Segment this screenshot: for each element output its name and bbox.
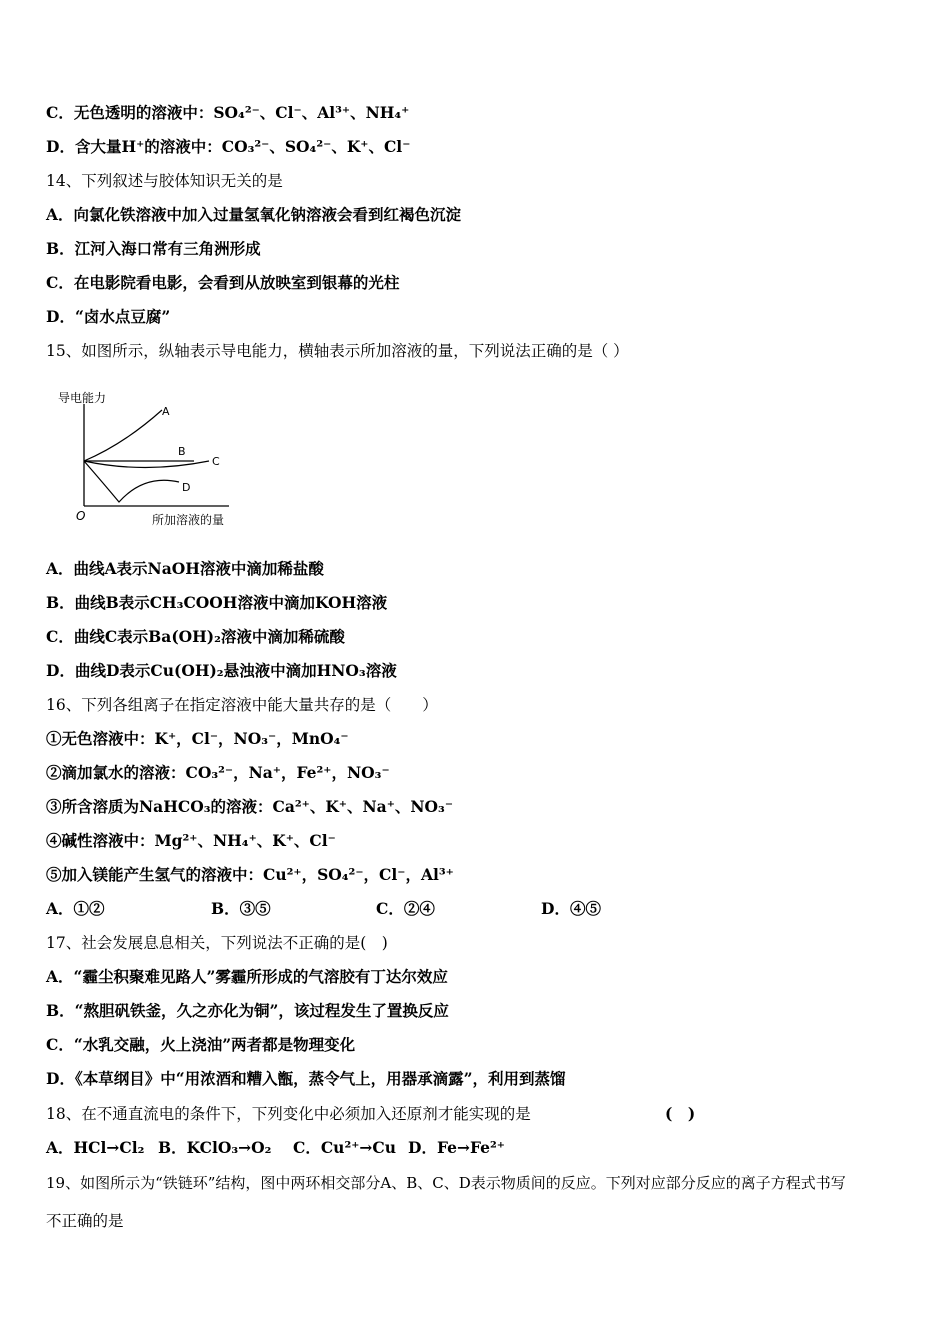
- q15-option-b: B．曲线B表示CH₃COOH溶液中滴加KOH溶液: [46, 593, 388, 612]
- q16-options: [46, 899, 601, 919]
- q15-option-c: C．曲线C表示Ba(OH)₂溶液中滴加稀硫酸: [46, 627, 345, 646]
- q18-answer-paren: ( ): [665, 1104, 696, 1123]
- q19-stem-line-1: 19、如图所示为“铁链环”结构，图中两环相交部分A、B、C、D表示物质间的反应。下列对应部分反应的离子方程式书写: [46, 1174, 846, 1192]
- curve-a-label: A: [162, 405, 170, 418]
- origin-label: O: [76, 509, 86, 523]
- q17-option-d: D．《本草纲目》中“用浓酒和糟入甑，蒸令气上，用器承滴露”，利用到蒸馏: [46, 1069, 566, 1088]
- q17-option-c: C．“水乳交融，火上浇油”两者都是物理变化: [46, 1035, 356, 1054]
- q14-stem: 14、下列叙述与胶体知识无关的是: [46, 172, 283, 190]
- q17-stem: 17、社会发展息息相关，下列说法不正确的是( ): [46, 934, 388, 952]
- q13-option-d: D．含大量H⁺的溶液中：CO₃²⁻、SO₄²⁻、K⁺、Cl⁻: [46, 137, 411, 156]
- q14-option-c: C．在电影院看电影，会看到从放映室到银幕的光柱: [46, 273, 400, 292]
- q16-item-5: ⑤加入镁能产生氢气的溶液中：Cu²⁺，SO₄²⁻，Cl⁻，Al³⁺: [46, 865, 454, 884]
- q18-options: [46, 1138, 505, 1158]
- curve-d-label: D: [182, 481, 191, 494]
- q18-option-a: A．HCl→Cl₂: [46, 1138, 145, 1157]
- q18-option-b: B．KClO₃→O₂: [158, 1138, 272, 1157]
- q16-option-a: A．①②: [46, 899, 105, 918]
- curve-c: [84, 461, 209, 468]
- q19-stem-line-2: 不正确的是: [46, 1212, 124, 1230]
- q17-option-a: A．“霾尘积聚难见路人”雾霾所形成的气溶胶有丁达尔效应: [46, 967, 448, 986]
- conductivity-graph: [44, 384, 244, 534]
- curve-a: [84, 410, 162, 461]
- q16-stem: 16、下列各组离子在指定溶液中能大量共存的是（ ）: [46, 696, 438, 714]
- x-axis-label: 所加溶液的量: [152, 513, 225, 527]
- q18-option-d: D．Fe→Fe²⁺: [408, 1138, 505, 1157]
- y-axis-label: 导电能力: [58, 391, 107, 405]
- q16-item-3: ③所含溶质为NaHCO₃的溶液：Ca²⁺、K⁺、Na⁺、NO₃⁻: [46, 797, 454, 816]
- q16-option-b: B．③⑤: [211, 899, 271, 918]
- curve-c-label: C: [212, 455, 220, 468]
- q15-stem: 15、如图所示，纵轴表示导电能力，横轴表示所加溶液的量，下列说法正确的是（ ）: [46, 342, 629, 360]
- curve-b-label: B: [178, 445, 186, 458]
- q18-option-c: C．Cu²⁺→Cu: [293, 1138, 397, 1157]
- q16-option-c: C．②④: [376, 899, 435, 918]
- q14-option-b: B．江河入海口常有三角洲形成: [46, 239, 261, 258]
- q16-item-2: ②滴加氯水的溶液：CO₃²⁻，Na⁺，Fe²⁺，NO₃⁻: [46, 763, 390, 782]
- q16-option-d: D．④⑤: [541, 899, 601, 918]
- q16-item-1: ①无色溶液中：K⁺，Cl⁻，NO₃⁻，MnO₄⁻: [46, 729, 349, 748]
- q17-option-b: B．“熬胆矾铁釜，久之亦化为铜”，该过程发生了置换反应: [46, 1001, 449, 1020]
- q16-item-4: ④碱性溶液中：Mg²⁺、NH₄⁺、K⁺、Cl⁻: [46, 831, 336, 850]
- q13-option-c: C．无色透明的溶液中：SO₄²⁻、Cl⁻、Al³⁺、NH₄⁺: [46, 103, 410, 122]
- q14-option-a: A．向氯化铁溶液中加入过量氢氧化钠溶液会看到红褐色沉淀: [46, 205, 462, 224]
- q14-option-d: D．“卤水点豆腐”: [46, 307, 171, 326]
- q15-option-d: D．曲线D表示Cu(OH)₂悬浊液中滴加HNO₃溶液: [46, 661, 397, 680]
- q15-option-a: A．曲线A表示NaOH溶液中滴加稀盐酸: [46, 559, 324, 578]
- q18-stem: 18、在不通直流电的条件下，下列变化中必须加入还原剂才能实现的是: [46, 1105, 531, 1123]
